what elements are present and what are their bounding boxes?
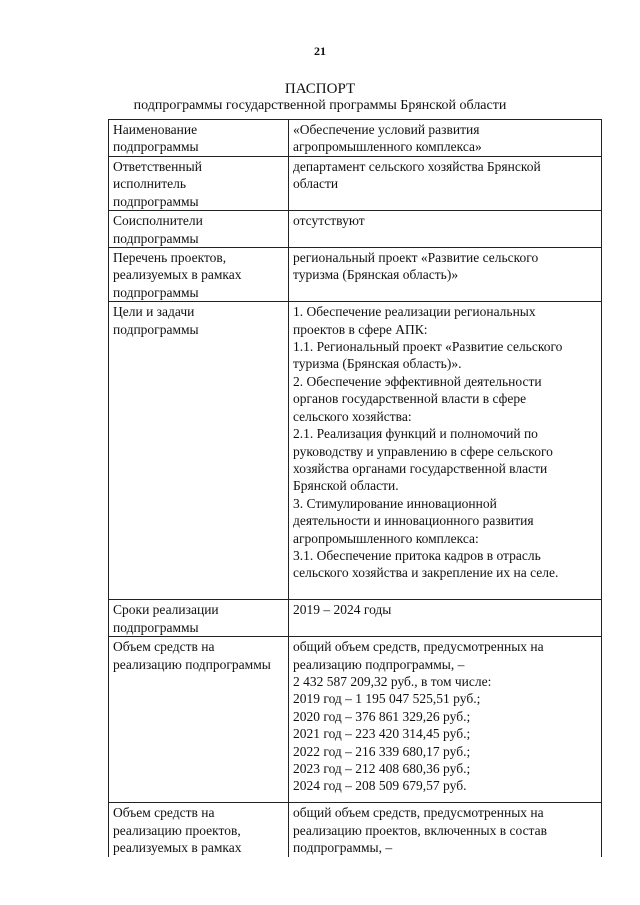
row-value-line: региональный проект «Развитие сельского (293, 250, 539, 266)
row-value-line: реализацию проектов, включенных в состав (293, 822, 547, 838)
row-value-line: проектов в сфере АПК: (293, 321, 428, 337)
row-value-line: реализацию подпрограммы, – (293, 656, 465, 672)
table-row (109, 302, 602, 600)
document-title: ПАСПОРТ (284, 81, 356, 97)
row-label-cell (109, 600, 289, 637)
row-label-cell (109, 248, 289, 302)
row-label-line: подпрограммы (113, 139, 199, 155)
row-value-line: общий объем средств, предусмотренных на (293, 805, 544, 821)
document-subtitle: подпрограммы государственной программы Брянской области (133, 98, 507, 113)
row-label-line: Перечень проектов, (113, 250, 227, 266)
row-label-line: подпрограммы (113, 321, 199, 337)
passport-table-body (109, 120, 602, 857)
row-label-line: исполнитель (113, 176, 186, 192)
row-value-cell (289, 211, 602, 248)
row-value-line: 2 432 587 209,32 руб., в том числе: (293, 673, 492, 689)
row-label-line: Сроки реализации (113, 602, 219, 618)
row-value-line: 2019 год – 1 195 047 525,51 руб.; (293, 691, 481, 707)
row-label-cell (109, 302, 289, 600)
row-value-line: агропромышленного комплекса: (293, 530, 479, 546)
row-value-line: 2021 год – 223 420 314,45 руб.; (293, 726, 471, 742)
row-label-line: реализацию подпрограммы (113, 656, 271, 672)
row-label-cell (109, 120, 289, 157)
passport-table (108, 119, 602, 857)
table-row (109, 120, 602, 157)
row-value-line: руководству и управлению в сфере сельского (293, 443, 553, 459)
row-label-line: подпрограммы (113, 230, 199, 246)
row-label-line: подпрограммы (113, 619, 199, 635)
table-row (109, 600, 602, 637)
row-value-line: 2023 год – 212 408 680,36 руб.; (293, 761, 471, 776)
row-value-line: 2.1. Реализация функций и полномочий по (293, 426, 538, 442)
row-label-line: Наименование (113, 122, 198, 137)
row-label-line: Ответственный (113, 159, 202, 174)
row-label-line: реализуемых в рамках (113, 267, 242, 283)
row-value-line: Брянской области. (293, 478, 399, 494)
row-value-line: 3. Стимулирование инновационной (293, 495, 497, 511)
table-row (109, 803, 602, 857)
row-label-cell (109, 157, 289, 211)
row-label-line: Объем средств на (113, 639, 215, 655)
row-value-cell (289, 120, 602, 157)
row-value-line: 2024 год – 208 509 679,57 руб. (293, 778, 467, 794)
row-value-cell (289, 803, 602, 857)
row-label-line: Объем средств на (113, 805, 215, 821)
table-row (109, 157, 602, 211)
table-row (109, 211, 602, 248)
row-value-line: 2022 год – 216 339 680,17 руб.; (293, 743, 471, 759)
row-value-cell (289, 600, 602, 637)
row-label-line: Цели и задачи (113, 304, 195, 320)
row-value-line: «Обеспечение условий развития (293, 122, 480, 137)
row-value-line: сельского хозяйства и закрепление их на селе. (293, 565, 559, 581)
row-value-line: туризма (Брянская область)». (293, 356, 462, 372)
table-row (109, 637, 602, 803)
row-value-cell (289, 302, 602, 600)
row-label-line: реализуемых в рамках (113, 839, 242, 855)
row-value-line: области (293, 176, 339, 192)
row-label-line: реализацию проектов, (113, 822, 241, 838)
row-value-line: туризма (Брянская область)» (293, 267, 459, 283)
row-value-line: 3.1. Обеспечение притока кадров в отрасль (293, 547, 541, 563)
row-label-cell (109, 803, 289, 857)
row-value-cell (289, 157, 602, 211)
row-value-line: органов государственной власти в сфере (293, 391, 527, 407)
row-label-line: подпрограммы (113, 284, 199, 300)
row-value-line (293, 582, 597, 599)
row-label-line: подпрограммы (113, 193, 199, 209)
row-value-line: 2. Обеспечение эффективной деятельности (293, 373, 542, 389)
row-value-line: 2019 – 2024 годы (293, 602, 392, 618)
row-value-line: подпрограммы, – (293, 839, 393, 855)
row-value-line: общий объем средств, предусмотренных на (293, 639, 544, 655)
row-value-cell (289, 248, 602, 302)
row-value-line: отсутствуют (293, 213, 365, 229)
row-value-cell (289, 637, 602, 803)
table-row (109, 248, 602, 302)
page-number: 21 (314, 44, 326, 58)
row-value-line: сельского хозяйства: (293, 408, 412, 424)
row-value-line: деятельности и инновационного развития (293, 513, 534, 529)
row-value-line: департамент сельского хозяйства Брянской (293, 159, 541, 174)
row-value-line: хозяйства органами государственной власти (293, 460, 548, 476)
row-value-line: агропромышленного комплекса» (293, 139, 482, 155)
row-label-cell (109, 211, 289, 248)
row-label-cell (109, 637, 289, 803)
row-value-line: 1.1. Региональный проект «Развитие сельского (293, 339, 563, 355)
row-label-line: Соисполнители (113, 213, 203, 229)
row-value-line: 2020 год – 376 861 329,26 руб.; (293, 708, 471, 724)
row-value-line: 1. Обеспечение реализации региональных (293, 304, 536, 320)
